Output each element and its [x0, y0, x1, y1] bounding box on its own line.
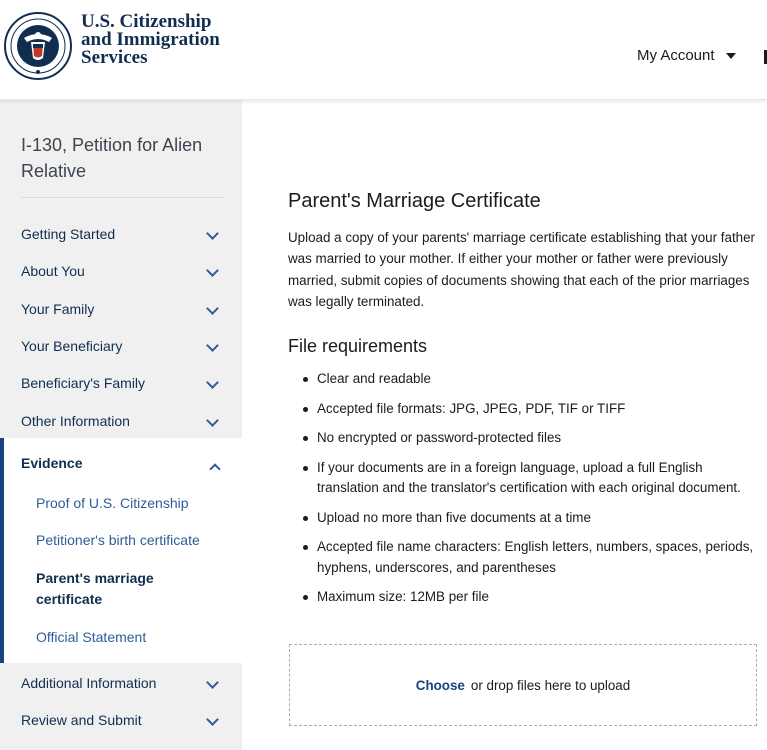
list-item: Maximum size: 12MB per file: [300, 587, 755, 608]
sidebar-item-about-you[interactable]: [0, 255, 242, 287]
sidebar-section-evidence: [0, 438, 242, 663]
sidebar-item-beneficiarys-family[interactable]: [0, 367, 242, 399]
chevron-down-icon: [206, 227, 219, 240]
requirements-heading: File requirements: [288, 336, 428, 356]
agency-name[interactable]: [81, 13, 220, 67]
chevron-down-icon: [206, 713, 219, 726]
agency-line-3: Services: [81, 47, 148, 68]
sidebar-item-additional-information[interactable]: [0, 667, 242, 699]
list-item: No encrypted or password-protected files: [300, 428, 755, 449]
sidebar-subitem-marriage-certificate[interactable]: Parent's marriage certificate: [36, 570, 154, 607]
dropzone-hint: or drop files here to upload: [470, 677, 631, 693]
sidebar-item-your-beneficiary[interactable]: [0, 330, 242, 362]
file-dropzone[interactable]: [289, 644, 757, 726]
my-account-menu[interactable]: [637, 47, 736, 64]
chevron-down-icon: [206, 676, 219, 689]
sidebar-item-label: About You: [21, 263, 85, 279]
dhs-seal-icon[interactable]: [3, 2, 73, 90]
caret-down-icon: [726, 53, 736, 59]
sidebar-item-label: Additional Information: [21, 675, 157, 691]
sidebar-item-review-and-submit[interactable]: [0, 704, 242, 736]
list-item: Upload no more than five documents at a time: [300, 508, 755, 529]
sidebar-item-label: Getting Started: [21, 226, 116, 242]
sidebar-item-label: Your Beneficiary: [21, 338, 123, 354]
chevron-down-icon: [206, 376, 219, 389]
page-description: Upload a copy of your parents' marriage certificate establishing that your father was married to your mother. If either your mother or father were previously married, submit copies of documents showing that each of the prior marriages was legally terminated.: [288, 230, 756, 309]
chevron-up-icon[interactable]: [209, 463, 220, 474]
chevron-down-icon: [206, 339, 219, 352]
form-title: I-130, Petition for Alien Relative: [21, 135, 203, 181]
list-item: Accepted file formats: JPG, JPEG, PDF, TIF or TIFF: [300, 399, 755, 420]
sidebar-item-evidence[interactable]: Evidence: [21, 455, 83, 471]
chevron-down-icon: [206, 264, 219, 277]
sidebar-subitem-proof-of-citizenship[interactable]: Proof of U.S. Citizenship: [36, 495, 189, 511]
agency-line-1: U.S. Citizenship: [81, 11, 212, 32]
sidebar-item-label: Your Family: [21, 301, 95, 317]
choose-file-button[interactable]: Choose: [415, 677, 465, 693]
chevron-down-icon: [206, 414, 219, 427]
sidebar-item-getting-started[interactable]: [0, 218, 242, 250]
list-item: If your documents are in a foreign language, upload a full English translation and the translator's certification with each original document.: [300, 458, 755, 499]
sidebar-subitem-official-statement[interactable]: Official Statement: [36, 629, 147, 645]
page-title: Parent's Marriage Certificate: [288, 190, 541, 212]
requirements-list: [300, 369, 755, 617]
list-item: Clear and readable: [300, 369, 755, 390]
sidebar-item-label: Other Information: [21, 413, 130, 429]
chevron-down-icon: [206, 302, 219, 315]
agency-line-2: and Immigration: [81, 29, 220, 50]
sidebar-subitem-birth-certificate[interactable]: Petitioner's birth certificate: [36, 532, 200, 548]
sidebar-item-label: Review and Submit: [21, 712, 142, 728]
sidebar-divider: [21, 197, 224, 198]
my-account-label: My Account: [637, 47, 715, 64]
sidebar-item-your-family[interactable]: [0, 293, 242, 325]
sidebar-item-label: Beneficiary's Family: [21, 375, 146, 391]
sidebar-nav: [0, 100, 242, 750]
sidebar-item-other-information[interactable]: [0, 405, 242, 437]
site-header: [0, 0, 767, 100]
list-item: Accepted file name characters: English letters, numbers, spaces, periods, hyphens, underscores, and parentheses: [300, 537, 755, 578]
